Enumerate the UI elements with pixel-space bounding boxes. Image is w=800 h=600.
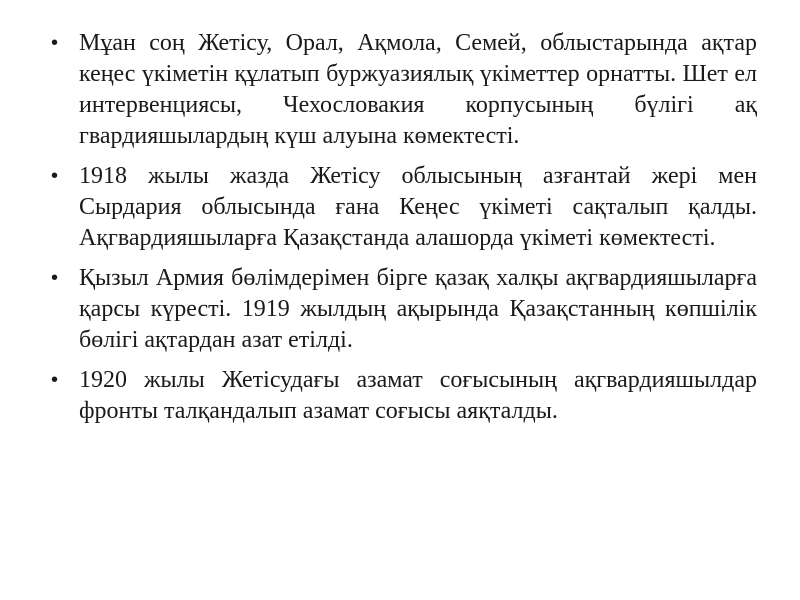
bullet-marker: •: [51, 165, 59, 187]
bullet-list: [45, 28, 757, 436]
bullet-text: 1920 жылы Жетісудағы азамат соғысының ақгвардияшылдар фронты талқандалып азамат соғысы аяқталды.: [79, 367, 757, 424]
bullet-item-2: [45, 161, 757, 254]
bullet-item-4: [45, 365, 757, 427]
bullet-text: Қызыл Армия бөлімдерімен бірге қазақ халқы ақгвардияшыларға қарсы күресті. 1919 жылдың ақырында Қазақстанның көпшілік бөлігі ақтардан азат етілді.: [79, 265, 757, 353]
bullet-marker: •: [51, 369, 59, 391]
bullet-text: 1918 жылы жазда Жетісу облысының азғантай жері мен Сырдария облысында ғана Кеңес үкіметі сақталып қалды. Ақгвардияшыларға Қазақстанда алашорда үкіметі көмектесті.: [79, 163, 757, 251]
bullet-item-3: [45, 263, 757, 356]
bullet-marker: •: [51, 267, 59, 289]
bullet-text: Мұан соң Жетісу, Орал, Ақмола, Семей, облыстарында ақтар кеңес үкіметін құлатып буржуазиялық үкіметтер орнатты. Шет ел интервенциясы, Чехословакия корпусының бүлігі ақ гвардияшылардың күш алуына көмектесті.: [79, 30, 757, 149]
bullet-item-1: [45, 28, 757, 152]
bullet-marker: •: [51, 32, 59, 54]
